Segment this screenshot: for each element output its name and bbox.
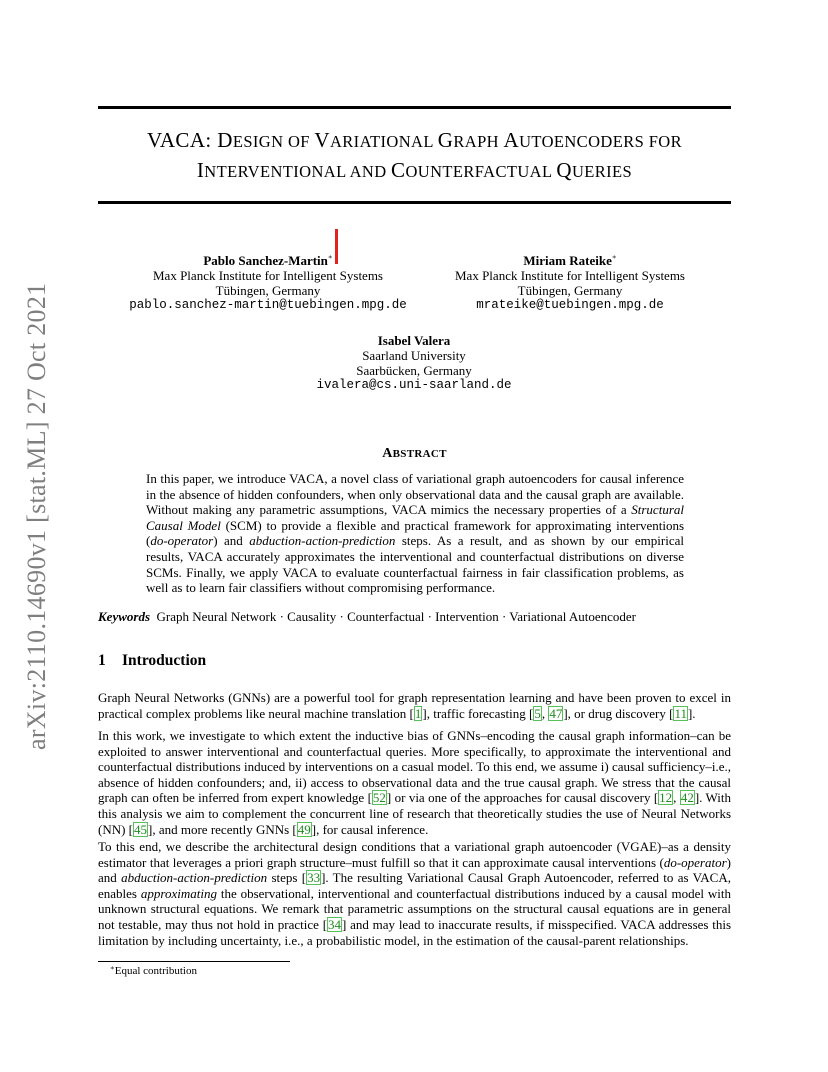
title-segment: UTOENCODERS FOR — [519, 132, 683, 151]
paper-title-line-1 — [98, 128, 731, 153]
body-text: [ — [409, 705, 414, 721]
keywords-line — [98, 609, 636, 625]
paragraph-3 — [98, 839, 731, 948]
emphasis-text: Structural Causal Model — [146, 502, 684, 533]
author-name: Miriam Rateike — [523, 253, 612, 268]
body-text: , — [673, 790, 680, 806]
body-text: ]. With this analysis we aim to complement the concurrent line of research that theoretically studies the use of Neural Networks (NN) [ — [98, 790, 732, 837]
author-email[interactable]: mrateike@tuebingen.mpg.de — [476, 298, 664, 312]
body-text: steps. As a result, and as shown by our empirical results, VACA accurately approximates the interventional and counterfactual distributions on diverse SCMs. Finally, we apply VACA to evaluate counterfactual fairness in fair classification problems, as well as to learn fair classifiers without compromising performance. — [146, 533, 684, 596]
citation-link[interactable]: 33 — [307, 870, 321, 886]
footnote-rule — [98, 961, 290, 962]
arxiv-sidebar-stamp: arXiv:2110.14690v1 [stat.ML] 27 Oct 2021 — [22, 282, 51, 750]
emphasis-text: do-operator — [663, 854, 727, 870]
title-rule-top — [98, 106, 731, 109]
title-segment: ARIATIONAL — [329, 132, 438, 151]
author-block-1 — [120, 250, 416, 313]
body-text: , traffic forecasting [ — [426, 705, 534, 721]
footnote-mark: ∗ — [110, 964, 115, 972]
title-segment: UERIES — [571, 162, 633, 181]
body-text: Graph Neural Networks (GNNs) are a powerful tool for graph representation learning and have been proven to excel in practical complex problems like neural machine translation — [98, 690, 731, 721]
body-text: ) and — [98, 854, 731, 886]
body-text: In this paper, we introduce VACA, a novel class of variational graph autoencoders for causal inference in the absence of hidden confounders, when only observational data and the causal graph are available. Without making any parametric assumptions, VACA mimics the necessary properties of a — [146, 471, 684, 518]
citation-link[interactable]: 12 — [659, 790, 673, 806]
paper-title-line-2 — [98, 158, 731, 183]
title-segment: RAPH — [453, 132, 504, 151]
title-segment: G — [437, 128, 454, 152]
author-name: Isabel Valera — [377, 333, 451, 348]
citation-link[interactable]: 49 — [297, 821, 311, 837]
body-text: (SCM) to provide a flexible and practical framework for approximating interventions ( — [146, 517, 685, 549]
body-text: ] and may lead to inaccurate results, if misspecified. VACA addresses this limitation by including uncertainty, i.e., a probabilistic model, in the estimation of the causal-parent relationships. — [98, 916, 732, 948]
title-segment: ESIGN OF — [232, 132, 315, 151]
author-email[interactable]: pablo.sanchez-martin@tuebingen.mpg.de — [129, 298, 407, 312]
body-text: ], and more recently GNNs [ — [148, 821, 297, 837]
body-text: the observational, interventional and counterfactual distributions induced by a causal model with unknown structural equations. We remark that parametric assumptions on the structural causal equations are in general not testable, may thus not hold in practice [ — [98, 885, 732, 932]
body-text: In this work, we investigate to which extent the inductive bias of GNNs–encoding the causal graph information–can be exploited to answer interventional and counterfactual queries. More specifically, to approximate the interventional and counterfactual distributions induced by interventions on a casual model. To this end, we assume i) causal sufficiency–i.e., absence of hidden confounders; and, ii) access to observational data and the true causal graph. We stress that the causal graph can often be inferred from expert knowledge [ — [98, 728, 731, 806]
body-text: ]. — [687, 705, 696, 721]
author-mark: ∗ — [327, 253, 333, 261]
section-heading — [98, 652, 206, 670]
body-text: ]. The resulting Variational Causal Graph Autoencoder, referred to as VACA, enables — [98, 870, 731, 901]
keywords-label: Keywords — [98, 609, 150, 624]
author-affiliation: Saarland University — [362, 348, 466, 363]
title-segment: I — [196, 158, 205, 182]
author-location: Tübingen, Germany — [215, 283, 321, 298]
title-segment: V — [314, 128, 330, 152]
title-segment: Q — [556, 158, 572, 182]
citation-link[interactable]: 47 — [549, 705, 563, 721]
author-location: Tübingen, Germany — [517, 283, 623, 298]
text-cursor-marker — [335, 229, 338, 264]
body-text: ], or drug discovery [ — [563, 705, 674, 721]
author-mark: ∗ — [611, 253, 617, 261]
author-name: Pablo Sanchez-Martin — [203, 253, 328, 268]
body-text: ], for causal inference. — [311, 821, 429, 837]
title-rule-bottom — [98, 201, 731, 204]
paragraph-1 — [98, 690, 731, 721]
body-text: ) and — [213, 533, 250, 549]
author-affiliation: Max Planck Institute for Intelligent Systems — [455, 268, 685, 283]
citation-link[interactable]: 45 — [134, 821, 148, 837]
citation-link[interactable]: 52 — [372, 790, 386, 806]
citation-link[interactable]: 11 — [674, 705, 687, 721]
footnote-text: Equal contribution — [114, 965, 197, 977]
emphasis-text: abduction-action-prediction — [121, 870, 268, 886]
title-segment: C — [391, 158, 406, 182]
citation-link[interactable]: 5 — [534, 705, 541, 721]
footnote — [110, 964, 197, 977]
body-text: , — [541, 705, 549, 721]
author-affiliation: Max Planck Institute for Intelligent Systems — [153, 268, 383, 283]
citation-link[interactable]: 42 — [680, 790, 694, 806]
paragraph-2 — [98, 728, 731, 837]
author-block-2 — [432, 250, 708, 313]
title-segment: OUNTERFACTUAL — [405, 162, 557, 181]
emphasis-text: do-operator — [150, 533, 214, 549]
citation-link[interactable]: 1 — [414, 705, 422, 721]
section-number: 1 — [98, 652, 106, 669]
title-segment: A — [503, 128, 520, 152]
author-location: Saarbücken, Germany — [356, 363, 472, 378]
body-text: To this end, we describe the architectural design conditions that a variational graph autoencoder (VGAE)–as a density estimator that leverages a priori graph structure–must fulfill so that it can approximate causal interventions ( — [98, 839, 731, 870]
author-email[interactable]: ivalera@cs.uni-saarland.de — [316, 378, 512, 392]
emphasis-text: abduction-action-prediction — [249, 533, 396, 549]
section-title: Introduction — [122, 652, 207, 669]
abstract-body — [146, 471, 684, 596]
body-text: steps [ — [267, 870, 307, 886]
body-text: ] or via one of the approaches for causal discovery [ — [386, 790, 659, 806]
keywords-text: Graph Neural Network · Causality · Counterfactual · Intervention · Variational Autoencoder — [156, 609, 637, 624]
emphasis-text: approximating — [140, 885, 217, 901]
title-segment: VACA: D — [146, 128, 233, 152]
body-text: ] — [422, 705, 427, 721]
author-block-3 — [264, 333, 564, 393]
abstract-heading: ABSTRACT — [382, 446, 447, 461]
citation-link[interactable]: 34 — [328, 916, 342, 932]
title-segment: NTERVENTIONAL AND — [204, 162, 392, 181]
